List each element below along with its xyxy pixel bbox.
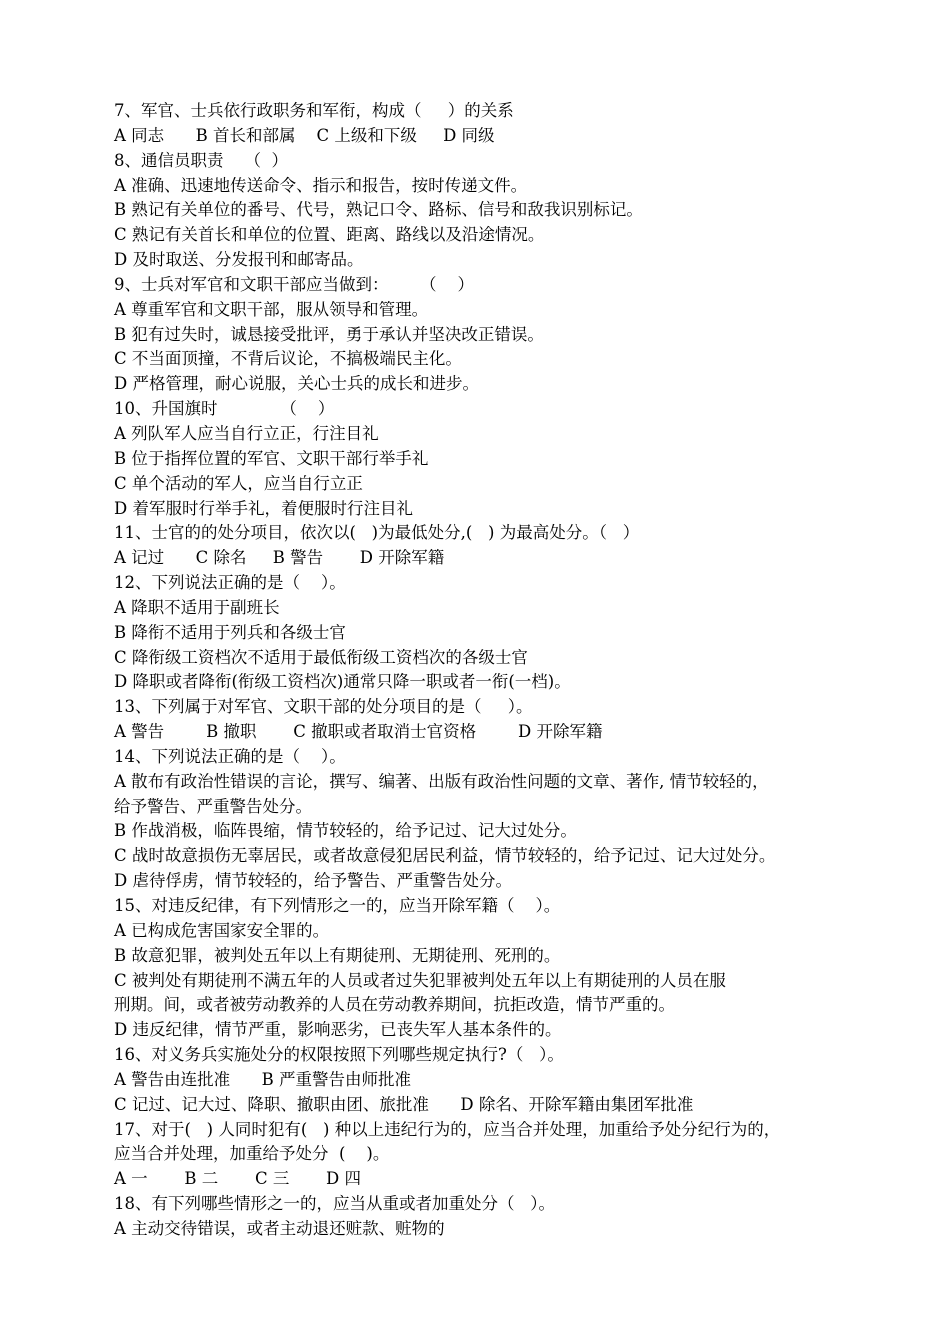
question-18-option-a: A 主动交待错误，或者主动退还赃款、赃物的 <box>114 1218 445 1238</box>
question-16-stem: 16、对义务兵实施处分的权限按照下列哪些规定执行?（ ）。 <box>114 1045 564 1065</box>
question-16-options-ab: A 警告由连批准 B 严重警告由师批准 <box>114 1069 411 1089</box>
question-14-option-b: B 作战消极，临阵畏缩，情节较轻的，给予记过、记大过处分。 <box>114 821 577 841</box>
question-9-stem: 9、士兵对军官和文职干部应当做到： （ ） <box>114 274 474 294</box>
question-9-option-d: D 严格管理，耐心说服，关心士兵的成长和进步。 <box>114 374 479 394</box>
question-8-option-b: B 熟记有关单位的番号、代号，熟记口令、路标、信号和敌我识别标记。 <box>114 200 643 220</box>
question-15-option-c: C 被判处有期徒刑不满五年的人员或者过失犯罪被判处五年以上有期徒刑的人员在服 <box>114 970 726 990</box>
question-17-options: A 一 B 二 C 三 D 四 <box>114 1169 362 1189</box>
question-12-option-a: A 降职不适用于副班长 <box>114 597 280 617</box>
question-12-stem: 12、下列说法正确的是（ ）。 <box>114 573 346 593</box>
question-7-stem: 7、军官、士兵依行政职务和军衔，构成（ ）的关系 <box>114 101 514 120</box>
question-10-option-a: A 列队军人应当自行立正，行注目礼 <box>114 423 379 443</box>
question-15-option-a: A 已构成危害国家安全罪的。 <box>114 920 330 940</box>
question-15-option-d: D 违反纪律，情节严重，影响恶劣，已丧失军人基本条件的。 <box>114 1020 562 1040</box>
question-18-stem: 18、有下列哪些情形之一的，应当从重或者加重处分（ ）。 <box>114 1194 555 1214</box>
question-14-option-a-cont: 给予警告、严重警告处分。 <box>114 796 312 816</box>
question-14-option-c: C 战时故意损伤无辜居民，或者故意侵犯居民利益，情节较轻的，给予记过、记大过处分。 <box>114 846 776 866</box>
question-10-option-c: C 单个活动的军人，应当自行立正 <box>114 473 363 493</box>
question-13-stem: 13、下列属于对军官、文职干部的处分项目的是（ ）。 <box>114 697 533 717</box>
question-10-option-d: D 着军服时行举手礼，着便服时行注目礼 <box>114 498 413 518</box>
question-7-options: A 同志 B 首长和部属 C 上级和下级 D 同级 <box>114 125 495 145</box>
question-13-options: A 警告 B 撤职 C 撤职或者取消士官资格 D 开除军籍 <box>114 722 603 742</box>
document-page <box>114 99 844 1242</box>
question-12-option-d: D 降职或者降衔(衔级工资档次)通常只降一职或者一衔(一档)。 <box>114 672 571 692</box>
question-9-option-a: A 尊重军官和文职干部，服从领导和管理。 <box>114 299 429 319</box>
question-8-option-c: C 熟记有关首长和单位的位置、距离、路线以及沿途情况。 <box>114 225 545 245</box>
question-9-option-b: B 犯有过失时，诚恳接受批评，勇于承认并坚决改正错误。 <box>114 324 544 344</box>
question-12-option-b: B 降衔不适用于列兵和各级士官 <box>114 622 346 642</box>
question-8-stem: 8、通信员职责 （ ） <box>114 150 288 170</box>
question-14-option-a: A 散布有政治性错误的言论，撰写、编著、出版有政治性问题的文章、著作, 情节较轻的， <box>114 771 769 791</box>
question-15-option-c-cont: 刑期。间，或者被劳动教养的人员在劳动教养期间，抗拒改造，情节严重的。 <box>114 995 675 1015</box>
question-14-stem: 14、下列说法正确的是（ ）。 <box>114 746 346 766</box>
question-11-stem: 11、士官的的处分项目，依次以( )为最低处分,( ) 为最高处分。（ ） <box>114 523 640 543</box>
question-10-option-b: B 位于指挥位置的军官、文职干部行举手礼 <box>114 448 429 468</box>
question-16-options-cd: C 记过、记大过、降职、撤职由团、旅批准 D 除名、开除军籍由集团军批准 <box>114 1094 694 1114</box>
question-15-option-b: B 故意犯罪，被判处五年以上有期徒刑、无期徒刑、死刑的。 <box>114 945 561 965</box>
question-12-option-c: C 降衔级工资档次不适用于最低衔级工资档次的各级士官 <box>114 647 528 667</box>
question-8-option-a: A 准确、迅速地传送命令、指示和报告，按时传递文件。 <box>114 175 528 195</box>
question-8-option-d: D 及时取送、分发报刊和邮寄品。 <box>114 250 364 270</box>
question-9-option-c: C 不当面顶撞，不背后议论，不搞极端民主化。 <box>114 349 462 369</box>
question-11-options: A 记过 C 除名 B 警告 D 开除军籍 <box>114 548 445 568</box>
question-17-stem-cont: 应当合并处理，加重给予处分 ( )。 <box>114 1144 390 1164</box>
question-10-stem: 10、升国旗时 （ ） <box>114 399 335 419</box>
question-14-option-d: D 虐待俘虏，情节较轻的，给予警告、严重警告处分。 <box>114 871 512 891</box>
question-15-stem: 15、对违反纪律，有下列情形之一的，应当开除军籍（ ）。 <box>114 896 561 915</box>
question-17-stem: 17、对于( ) 人同时犯有( ) 种以上违纪行为的，应当合并处理，加重给予处分纪行为的， <box>114 1119 781 1139</box>
